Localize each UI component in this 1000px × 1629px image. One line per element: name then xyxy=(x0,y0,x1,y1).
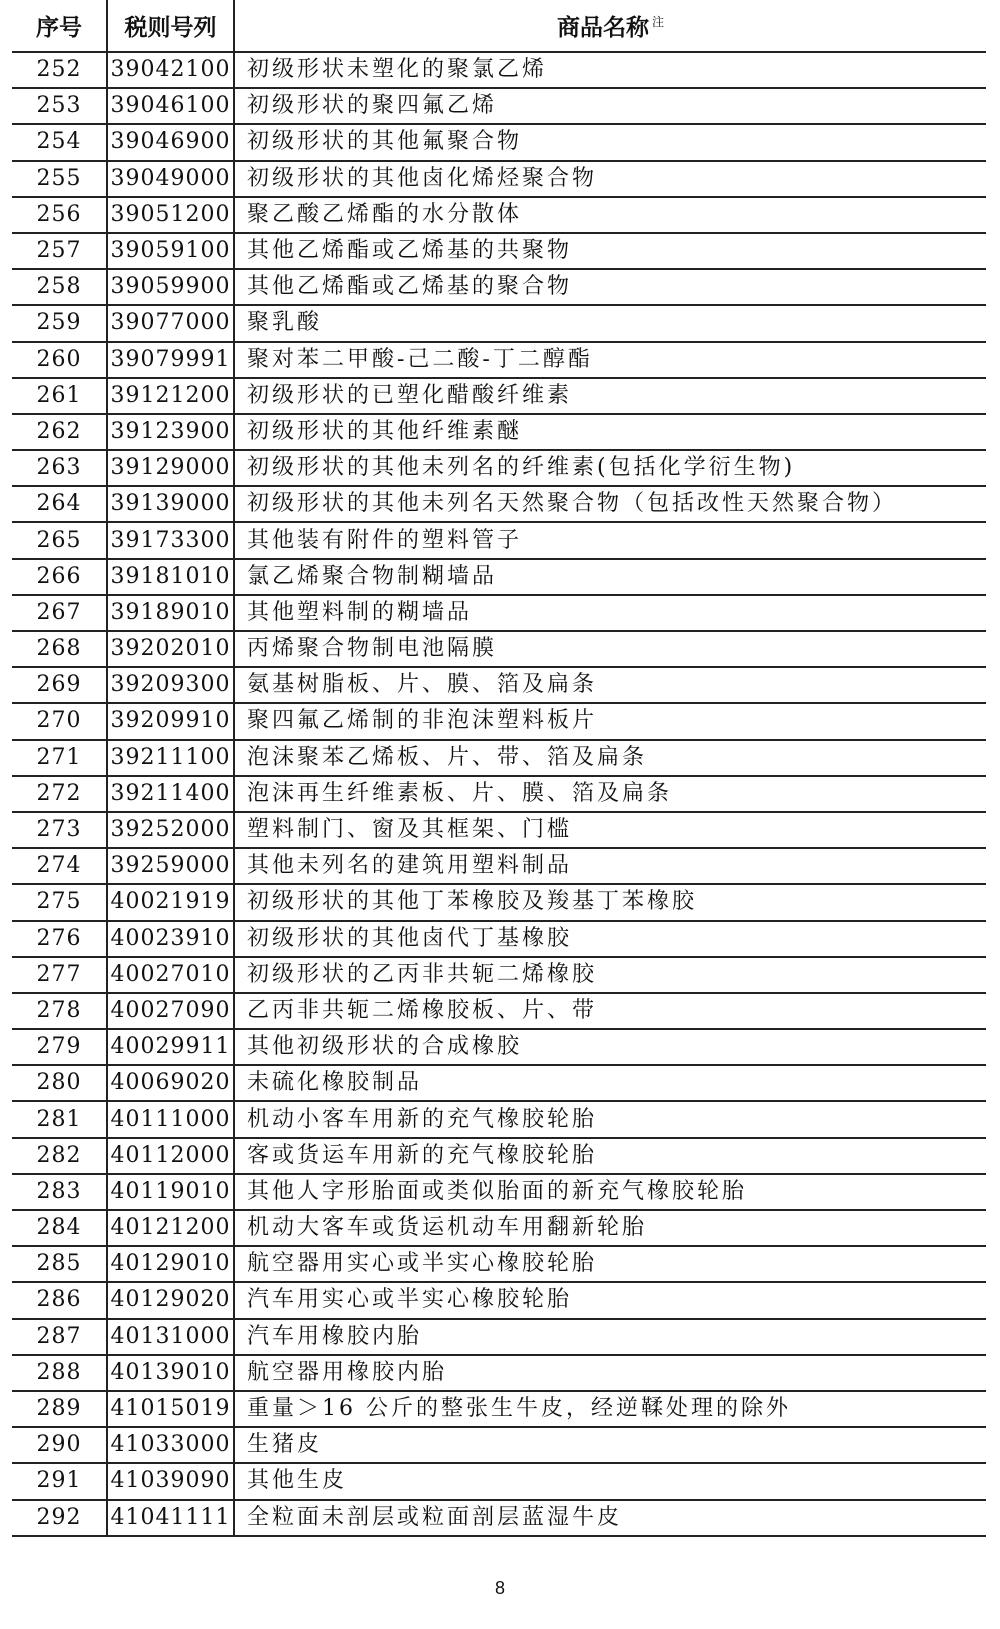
row-product-name: 客或货运车用新的充气橡胶轮胎 xyxy=(234,1138,986,1174)
table-row xyxy=(12,740,986,776)
row-tariff-code: 39046100 xyxy=(107,88,234,124)
row-seq: 252 xyxy=(12,52,107,88)
row-product-name: 其他初级形状的合成橡胶 xyxy=(234,1029,986,1065)
table-body xyxy=(12,52,986,1536)
table-row xyxy=(12,305,986,341)
row-product-name: 初级形状的乙丙非共轭二烯橡胶 xyxy=(234,957,986,993)
row-product-name: 聚乳酸 xyxy=(234,305,986,341)
header-note-marker: 注 xyxy=(651,15,664,30)
row-product-name: 其他未列名的建筑用塑料制品 xyxy=(234,848,986,884)
row-product-name: 生猪皮 xyxy=(234,1427,986,1463)
row-product-name: 丙烯聚合物制电池隔膜 xyxy=(234,631,986,667)
row-product-name: 氯乙烯聚合物制糊墙品 xyxy=(234,559,986,595)
row-tariff-code: 41033000 xyxy=(107,1427,234,1463)
row-tariff-code: 39259000 xyxy=(107,848,234,884)
row-tariff-code: 40021919 xyxy=(107,884,234,920)
row-seq: 283 xyxy=(12,1174,107,1210)
row-seq: 253 xyxy=(12,88,107,124)
row-tariff-code: 39209300 xyxy=(107,667,234,703)
row-seq: 256 xyxy=(12,197,107,233)
row-seq: 268 xyxy=(12,631,107,667)
row-tariff-code: 40121200 xyxy=(107,1210,234,1246)
row-tariff-code: 39209910 xyxy=(107,703,234,739)
row-tariff-code: 39051200 xyxy=(107,197,234,233)
row-seq: 285 xyxy=(12,1246,107,1282)
table-row xyxy=(12,1210,986,1246)
table-row xyxy=(12,957,986,993)
row-tariff-code: 39181010 xyxy=(107,559,234,595)
row-tariff-code: 39211100 xyxy=(107,740,234,776)
row-product-name: 其他装有附件的塑料管子 xyxy=(234,522,986,558)
row-seq: 255 xyxy=(12,161,107,197)
row-tariff-code: 40029911 xyxy=(107,1029,234,1065)
tariff-table xyxy=(12,0,986,1537)
row-tariff-code: 40111000 xyxy=(107,1101,234,1137)
row-tariff-code: 41039090 xyxy=(107,1463,234,1499)
row-tariff-code: 39046900 xyxy=(107,124,234,160)
row-product-name: 乙丙非共轭二烯橡胶板、片、带 xyxy=(234,993,986,1029)
table-row xyxy=(12,1101,986,1137)
table-row xyxy=(12,812,986,848)
row-seq: 279 xyxy=(12,1029,107,1065)
row-tariff-code: 40027010 xyxy=(107,957,234,993)
row-seq: 260 xyxy=(12,342,107,378)
row-tariff-code: 39189010 xyxy=(107,595,234,631)
row-product-name: 初级形状的其他卤代丁基橡胶 xyxy=(234,921,986,957)
row-tariff-code: 40023910 xyxy=(107,921,234,957)
row-product-name: 初级形状的其他卤化烯烃聚合物 xyxy=(234,161,986,197)
table-row xyxy=(12,342,986,378)
row-product-name: 初级形状的其他丁苯橡胶及羧基丁苯橡胶 xyxy=(234,884,986,920)
row-product-name: 初级形状的其他未列名天然聚合物（包括改性天然聚合物） xyxy=(234,486,986,522)
row-seq: 276 xyxy=(12,921,107,957)
table-row xyxy=(12,1282,986,1318)
row-product-name: 机动小客车用新的充气橡胶轮胎 xyxy=(234,1101,986,1137)
row-product-name: 机动大客车或货运机动车用翻新轮胎 xyxy=(234,1210,986,1246)
row-tariff-code: 39129000 xyxy=(107,450,234,486)
row-seq: 269 xyxy=(12,667,107,703)
table-header xyxy=(12,0,986,52)
table-row xyxy=(12,631,986,667)
row-tariff-code: 40139010 xyxy=(107,1355,234,1391)
table-row xyxy=(12,1427,986,1463)
row-seq: 261 xyxy=(12,378,107,414)
row-tariff-code: 40129020 xyxy=(107,1282,234,1318)
row-product-name: 其他生皮 xyxy=(234,1463,986,1499)
row-tariff-code: 39121200 xyxy=(107,378,234,414)
row-seq: 286 xyxy=(12,1282,107,1318)
header-seq: 序号 xyxy=(12,0,107,52)
table-row xyxy=(12,595,986,631)
row-seq: 254 xyxy=(12,124,107,160)
row-tariff-code: 39059900 xyxy=(107,269,234,305)
row-seq: 284 xyxy=(12,1210,107,1246)
table-row xyxy=(12,161,986,197)
row-tariff-code: 39123900 xyxy=(107,414,234,450)
row-seq: 266 xyxy=(12,559,107,595)
row-product-name: 初级形状的其他纤维素醚 xyxy=(234,414,986,450)
row-product-name: 塑料制门、窗及其框架、门槛 xyxy=(234,812,986,848)
table-row xyxy=(12,197,986,233)
table-row xyxy=(12,1174,986,1210)
row-tariff-code: 39077000 xyxy=(107,305,234,341)
row-seq: 273 xyxy=(12,812,107,848)
row-tariff-code: 41041111 xyxy=(107,1500,234,1536)
table-row xyxy=(12,124,986,160)
row-seq: 257 xyxy=(12,233,107,269)
table-row xyxy=(12,884,986,920)
table-row xyxy=(12,52,986,88)
row-seq: 282 xyxy=(12,1138,107,1174)
table-row xyxy=(12,1029,986,1065)
row-product-name: 聚四氟乙烯制的非泡沫塑料板片 xyxy=(234,703,986,739)
row-seq: 259 xyxy=(12,305,107,341)
row-product-name: 重量＞16 公斤的整张生牛皮，经逆鞣处理的除外 xyxy=(234,1391,986,1427)
table-row xyxy=(12,233,986,269)
table-row xyxy=(12,269,986,305)
row-tariff-code: 39059100 xyxy=(107,233,234,269)
row-seq: 270 xyxy=(12,703,107,739)
row-seq: 278 xyxy=(12,993,107,1029)
table-row xyxy=(12,522,986,558)
row-seq: 271 xyxy=(12,740,107,776)
row-product-name: 聚对苯二甲酸-己二酸-丁二醇酯 xyxy=(234,342,986,378)
row-seq: 267 xyxy=(12,595,107,631)
row-tariff-code: 39252000 xyxy=(107,812,234,848)
row-product-name: 初级形状的已塑化醋酸纤维素 xyxy=(234,378,986,414)
row-product-name: 其他乙烯酯或乙烯基的共聚物 xyxy=(234,233,986,269)
table-row xyxy=(12,848,986,884)
table-row xyxy=(12,1319,986,1355)
row-product-name: 未硫化橡胶制品 xyxy=(234,1065,986,1101)
row-product-name: 其他乙烯酯或乙烯基的聚合物 xyxy=(234,269,986,305)
header-code: 税则号列 xyxy=(107,0,234,52)
row-seq: 272 xyxy=(12,776,107,812)
row-tariff-code: 39211400 xyxy=(107,776,234,812)
row-product-name: 航空器用实心或半实心橡胶轮胎 xyxy=(234,1246,986,1282)
row-product-name: 泡沫再生纤维素板、片、膜、箔及扁条 xyxy=(234,776,986,812)
row-seq: 275 xyxy=(12,884,107,920)
row-seq: 291 xyxy=(12,1463,107,1499)
row-product-name: 氨基树脂板、片、膜、箔及扁条 xyxy=(234,667,986,703)
row-product-name: 全粒面未剖层或粒面剖层蓝湿牛皮 xyxy=(234,1500,986,1536)
row-seq: 263 xyxy=(12,450,107,486)
table-row xyxy=(12,993,986,1029)
table-row xyxy=(12,1391,986,1427)
row-tariff-code: 40129010 xyxy=(107,1246,234,1282)
table-row xyxy=(12,703,986,739)
row-tariff-code: 40131000 xyxy=(107,1319,234,1355)
table-row xyxy=(12,486,986,522)
table-row xyxy=(12,450,986,486)
row-seq: 274 xyxy=(12,848,107,884)
row-product-name: 汽车用实心或半实心橡胶轮胎 xyxy=(234,1282,986,1318)
row-product-name: 泡沫聚苯乙烯板、片、带、箔及扁条 xyxy=(234,740,986,776)
row-tariff-code: 39042100 xyxy=(107,52,234,88)
row-product-name: 航空器用橡胶内胎 xyxy=(234,1355,986,1391)
row-seq: 289 xyxy=(12,1391,107,1427)
table-row xyxy=(12,378,986,414)
header-name xyxy=(234,0,986,52)
table-row xyxy=(12,414,986,450)
row-tariff-code: 40112000 xyxy=(107,1138,234,1174)
row-seq: 277 xyxy=(12,957,107,993)
row-tariff-code: 39173300 xyxy=(107,522,234,558)
row-seq: 281 xyxy=(12,1101,107,1137)
header-name-label: 商品名称 xyxy=(556,15,649,41)
row-tariff-code: 39202010 xyxy=(107,631,234,667)
row-tariff-code: 41015019 xyxy=(107,1391,234,1427)
header-row xyxy=(12,0,986,52)
row-tariff-code: 40119010 xyxy=(107,1174,234,1210)
row-seq: 264 xyxy=(12,486,107,522)
table-row xyxy=(12,1463,986,1499)
row-seq: 290 xyxy=(12,1427,107,1463)
table-row xyxy=(12,1138,986,1174)
row-tariff-code: 39049000 xyxy=(107,161,234,197)
row-seq: 280 xyxy=(12,1065,107,1101)
row-tariff-code: 39079991 xyxy=(107,342,234,378)
row-product-name: 汽车用橡胶内胎 xyxy=(234,1319,986,1355)
table-row xyxy=(12,776,986,812)
table-row xyxy=(12,1065,986,1101)
table-row xyxy=(12,921,986,957)
row-seq: 292 xyxy=(12,1500,107,1536)
row-product-name: 初级形状未塑化的聚氯乙烯 xyxy=(234,52,986,88)
row-seq: 287 xyxy=(12,1319,107,1355)
row-product-name: 聚乙酸乙烯酯的水分散体 xyxy=(234,197,986,233)
row-product-name: 其他人字形胎面或类似胎面的新充气橡胶轮胎 xyxy=(234,1174,986,1210)
table-row xyxy=(12,88,986,124)
table-row xyxy=(12,1500,986,1536)
row-product-name: 初级形状的其他未列名的纤维素(包括化学衍生物) xyxy=(234,450,986,486)
table-row xyxy=(12,559,986,595)
row-product-name: 其他塑料制的糊墙品 xyxy=(234,595,986,631)
table-row xyxy=(12,1246,986,1282)
row-tariff-code: 40027090 xyxy=(107,993,234,1029)
row-tariff-code: 39139000 xyxy=(107,486,234,522)
row-seq: 288 xyxy=(12,1355,107,1391)
row-product-name: 初级形状的其他氟聚合物 xyxy=(234,124,986,160)
row-product-name: 初级形状的聚四氟乙烯 xyxy=(234,88,986,124)
table-row xyxy=(12,1355,986,1391)
row-tariff-code: 40069020 xyxy=(107,1065,234,1101)
row-seq: 265 xyxy=(12,522,107,558)
row-seq: 262 xyxy=(12,414,107,450)
table-row xyxy=(12,667,986,703)
row-seq: 258 xyxy=(12,269,107,305)
page-number: 8 xyxy=(494,1578,505,1598)
